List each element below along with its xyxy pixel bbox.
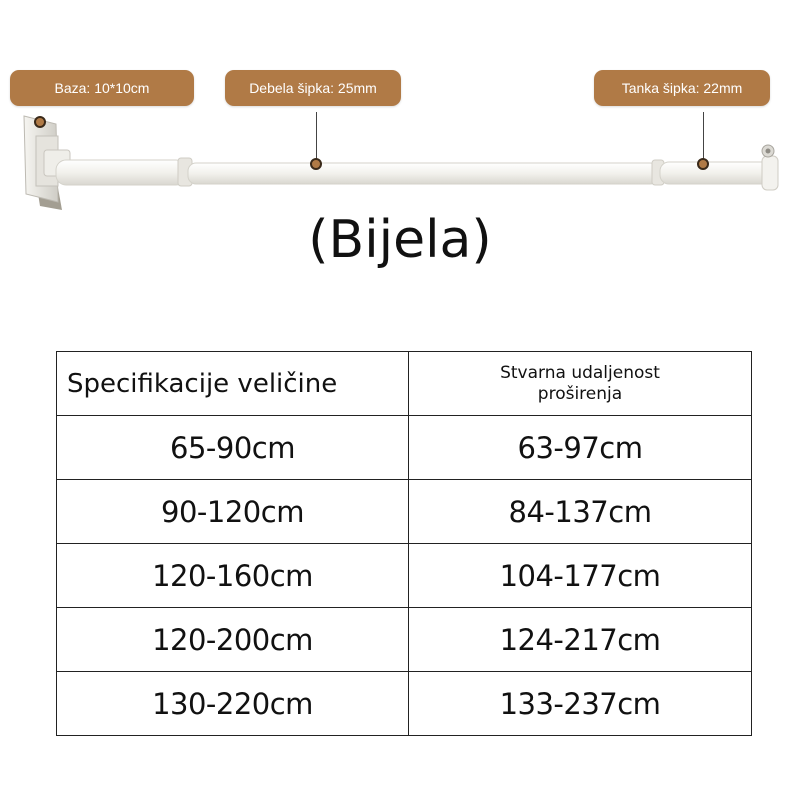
thin-rod [188,163,658,184]
color-title: (Bijela) [308,210,492,270]
table-row [57,608,752,672]
thick-rod [56,160,186,185]
thick-rod-diameter-label: Debela šipka: 25mm [225,70,401,106]
table-header-row [57,352,752,416]
thin-rod-leader-line [703,112,704,164]
tension-rod-illustration [0,0,800,220]
size-cell: 120-200cm [57,608,409,672]
thin-rod-marker [697,158,709,170]
size-spec-header: Specifikacije veličine [57,352,409,416]
end-cap [762,145,778,190]
end-rod [660,162,778,184]
thick-rod-leader-line [316,112,317,164]
size-cell: 65-90cm [57,416,409,480]
base-size-label: Baza: 10*10cm [10,70,194,106]
extension-cell: 133-237cm [409,672,752,736]
table-row [57,416,752,480]
thick-rod-marker [310,158,322,170]
size-cell: 90-120cm [57,480,409,544]
table-row [57,480,752,544]
thin-rod-diameter-label: Tanka šipka: 22mm [594,70,770,106]
actual-extension-header-text: Stvarna udaljenost proširenja [500,362,660,404]
size-spec-table [56,351,752,736]
base-marker [34,116,46,128]
size-cell: 130-220cm [57,672,409,736]
table-row [57,672,752,736]
extension-cell: 104-177cm [409,544,752,608]
extension-cell: 124-217cm [409,608,752,672]
size-cell: 120-160cm [57,544,409,608]
extension-cell: 63-97cm [409,416,752,480]
table-row [57,544,752,608]
actual-extension-header [409,352,752,416]
extension-cell: 84-137cm [409,480,752,544]
